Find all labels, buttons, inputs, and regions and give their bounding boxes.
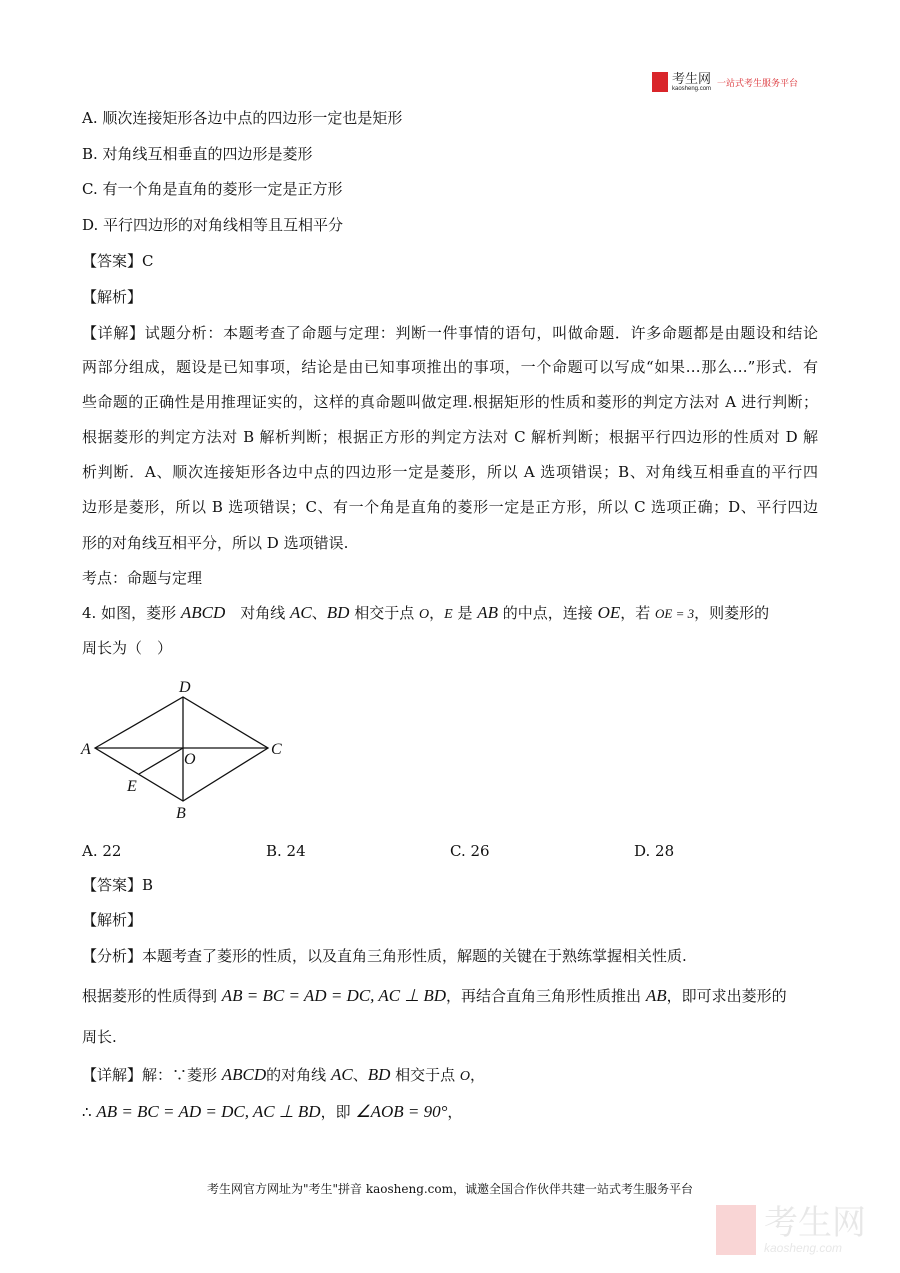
slogan: 一站式考生服务平台	[717, 78, 799, 89]
q4-option-c: C. 26	[450, 842, 490, 860]
q4-option-d: D. 28	[634, 842, 675, 860]
footer-text: 考生网官方网址为"考生"拼音 kaosheng.com，诚邀全国合作伙伴共建一站式考生服务平台	[206, 1182, 694, 1196]
answer-value: C	[142, 252, 154, 270]
q3-detail-line: 【详解】试题分析：本题考查了命题与定理：判断一件事情的语句，叫做命题．许多命题都是由题设和结论	[82, 324, 818, 342]
label-d: D	[179, 679, 191, 696]
logo-domain: kaosheng.com	[672, 85, 712, 92]
q4-gen: 根据菱形的性质得到 AB = BC = AD = DC, AC ⊥ BD，再结合直角三角形性质推出 AB，即可求出菱形的	[82, 986, 787, 1005]
q4-option-b: B. 24	[266, 842, 306, 860]
logo-name: 考生网	[672, 71, 712, 87]
label-a: A	[81, 741, 91, 758]
answer-label: 【答案】	[82, 252, 143, 270]
q3-kaodian: 考点：命题与定理	[82, 569, 203, 587]
q3-detail-line: 析判断．A、顺次连接矩形各边中点的四边形一定是菱形，所以 A 选项错误；B、对角线互相垂直的平行四	[82, 463, 818, 481]
watermark: 考生网 kaosheng.com	[716, 1205, 866, 1255]
q3-detail-line: 些命题的正确性是用推理证实的，这样的真命题叫做定理.根据矩形的性质和菱形的判定方法对 A 进行判断；	[82, 393, 818, 411]
q3-option-b: B. 对角线互相垂直的四边形是菱形	[82, 145, 313, 163]
q3-detail-line: 边形是菱形，所以 B 选项错误；C、有一个角是直角的菱形一定是正方形，所以 C 选项正确；D、平行四边	[82, 498, 818, 516]
q3-analysis-label: 【解析】	[82, 288, 143, 306]
q4-analysis-label: 【解析】	[82, 911, 143, 929]
label-c: C	[271, 741, 282, 758]
q4-fenxi: 【分析】本题考查了菱形的性质，以及直角三角形性质，解题的关键在于熟练掌握相关性质.	[82, 947, 687, 965]
label-e: E	[127, 778, 137, 795]
q4-detail-line2: ∴ AB = BC = AD = DC, AC ⊥ BD，即 ∠AOB = 90°，	[82, 1102, 463, 1121]
label-b: B	[176, 805, 186, 822]
q4-detail: 【详解】解：∵菱形 ABCD的对角线 AC、BD 相交于点 O，	[82, 1065, 486, 1084]
q4-stem: 4. 如图，菱形 ABCD 对角线 AC、BD 相交于点 O，E 是 AB 的中点，连接 OE，若 OE = 3，则菱形的	[82, 603, 770, 622]
label-o: O	[184, 751, 196, 768]
q3-option-a: A. 顺次连接矩形各边中点的四边形一定也是矩形	[82, 109, 403, 127]
q4-option-a: A. 22	[82, 842, 122, 860]
q4-stem-line2: 周长为（ ）	[82, 639, 173, 657]
segment-oe	[139, 748, 183, 774]
watermark-logo-icon	[716, 1205, 756, 1255]
q3-detail-line: 两部分组成，题设是已知事项，结论是由已知事项推出的事项，一个命题可以写成“如果…那么…”形式．有	[82, 358, 818, 376]
q4-answer: 【答案】B	[82, 876, 154, 894]
q3-option-c: C. 有一个角是直角的菱形一定是正方形	[82, 180, 343, 198]
q4-gen-line2: 周长.	[82, 1028, 117, 1046]
q3-detail-line: 根据菱形的判定方法对 B 解析判断；根据正方形的判定方法对 C 解析判断；根据平行四边形的性质对 D 解	[82, 428, 818, 446]
q3-option-d: D. 平行四边形的对角线相等且互相平分	[82, 216, 344, 234]
q3-detail-line: 形的对角线互相平分，所以 D 选项错误.	[82, 534, 349, 552]
